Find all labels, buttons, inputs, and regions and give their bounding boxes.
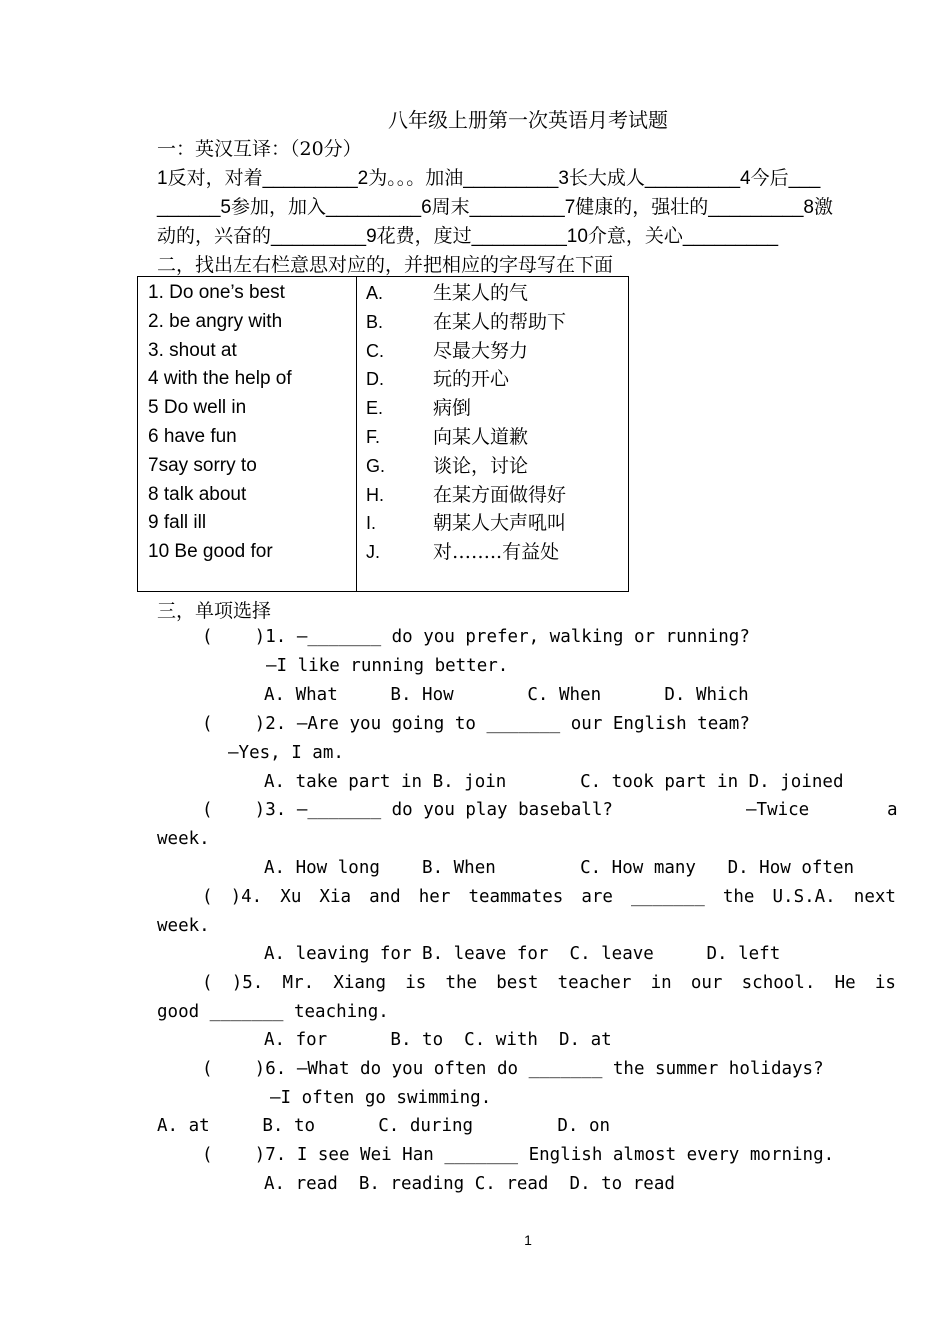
meaning-text: 对……..有益处 [433, 541, 560, 564]
phrase-item: 3. shout at [148, 339, 237, 361]
blank: _______ [631, 887, 705, 907]
question-4-options: A. leaving for B. leave for C. leave D. left [264, 944, 781, 964]
question-7-options: A. read B. reading C. read D. to read [264, 1174, 675, 1194]
meaning-text: 向某人道歉 [433, 425, 529, 448]
meaning-letter: I. [366, 513, 377, 534]
meaning-text: 朝某人大声吼叫 [433, 512, 567, 535]
word: U.S.A. [772, 887, 836, 907]
question-5-options: A. for B. to C. with D. at [264, 1030, 612, 1050]
meaning-letter: F. [366, 426, 381, 447]
meaning-letter: H. [366, 484, 384, 505]
question-3-answer-word: a [887, 800, 898, 820]
phrase-item: 5 Do well in [148, 397, 247, 419]
question-3-answer-word: —Twice [746, 800, 810, 820]
word: the [445, 973, 478, 993]
section2-heading: 二，找出左右栏意思对应的，并把相应的字母写在下面 [157, 254, 614, 276]
question-3-wrap: week. [157, 829, 210, 849]
translation-line-3: 动的，兴奋的_________9花费，度过_________10介意，关心_________ [157, 226, 779, 247]
meaning-text: 谈论，讨论 [433, 454, 529, 477]
question-2-reply: —Yes, I am. [228, 743, 344, 763]
word: Xu [280, 887, 302, 907]
question-1-stem: ( )1. —_______ do you prefer, walking or running? [202, 627, 750, 647]
word: next [853, 887, 896, 907]
question-6-stem: ( )6. —What do you often do _______ the summer holidays? [202, 1059, 824, 1079]
word: and [369, 887, 401, 907]
table-divider [356, 277, 357, 591]
word: ( [202, 887, 213, 907]
section1-heading: 一：英汉互译：（20分） [157, 138, 362, 160]
word: He [834, 973, 856, 993]
question-3-options: A. How long B. When C. How many D. How often [264, 858, 855, 878]
meaning-letter: D. [366, 369, 384, 390]
question-4-stem [202, 887, 896, 907]
question-6-options: A. at B. to C. during D. on [157, 1116, 611, 1136]
question-3-stem: ( )3. —_______ do you play baseball? [202, 800, 613, 820]
word: is [405, 973, 427, 993]
word: in [650, 973, 672, 993]
question-4-wrap: week. [157, 916, 210, 936]
word: Xiang [333, 973, 387, 993]
word: is [874, 973, 896, 993]
word: Xia [319, 887, 352, 907]
phrase-item: 10 Be good for [148, 541, 273, 563]
word: teammates [468, 887, 564, 907]
meaning-text: 生某人的气 [433, 282, 529, 304]
question-5-stem [202, 973, 896, 993]
question-2-options: A. take part in B. join C. took part in D. joined [264, 772, 844, 792]
english-phrases-column [148, 279, 292, 567]
phrase-item: 1. Do one’s best [148, 282, 285, 303]
meaning-letter: E. [366, 398, 384, 419]
question-1-reply: —I like running better. [266, 656, 509, 676]
meaning-letter: G. [366, 455, 386, 476]
matching-table [137, 276, 629, 592]
phrase-item: 9 fall ill [148, 512, 207, 534]
translation-line-2: ______5参加，加入_________6周末_________7健康的，强壮的_________8激 [157, 197, 833, 218]
word: )4. [230, 887, 263, 907]
translation-line-1: 1反对，对着_________2为。。。加油_________3长大成人_________4今后___ [157, 168, 821, 189]
phrase-item: 2. be angry with [148, 310, 283, 332]
word: school. [741, 973, 816, 993]
word: )5. [231, 973, 264, 993]
question-2-stem: ( )2. —Are you going to _______ our English team? [202, 714, 750, 734]
page-number: 1 [524, 1232, 532, 1248]
question-6-reply: —I often go swimming. [270, 1088, 492, 1108]
meaning-text: 在某人的帮助下 [433, 310, 567, 333]
word: best [496, 973, 539, 993]
meaning-text: 在某方面做得好 [433, 483, 567, 506]
word: Mr. [282, 973, 315, 993]
phrase-item: 6 have fun [148, 425, 237, 447]
question-7-stem: ( )7. I see Wei Han _______ English almost every morning. [202, 1145, 835, 1165]
page-title: 八年级上册第一次英语月考试题 [388, 108, 668, 132]
word: ( [202, 973, 213, 993]
meaning-letter: B. [366, 311, 384, 332]
section3-heading: 三，单项选择 [157, 600, 272, 622]
meaning-letter: J. [366, 542, 381, 563]
word: her [418, 887, 451, 907]
meaning-text: 尽最大努力 [433, 339, 529, 362]
word: teacher [557, 973, 632, 993]
word: are [581, 887, 613, 907]
question-1-options: A. What B. How C. When D. Which [264, 685, 749, 705]
meaning-letter: C. [366, 340, 384, 361]
phrase-item: 7say sorry to [148, 454, 257, 476]
meaning-text: 病倒 [433, 397, 472, 420]
phrase-item: 8 talk about [148, 483, 247, 505]
phrase-item: 4 with the help of [148, 368, 292, 390]
word: our [690, 973, 723, 993]
meaning-letter: A. [366, 283, 384, 303]
question-5-wrap: good _______ teaching. [157, 1002, 389, 1022]
word: the [722, 887, 755, 907]
meaning-text: 玩的开心 [433, 368, 510, 391]
